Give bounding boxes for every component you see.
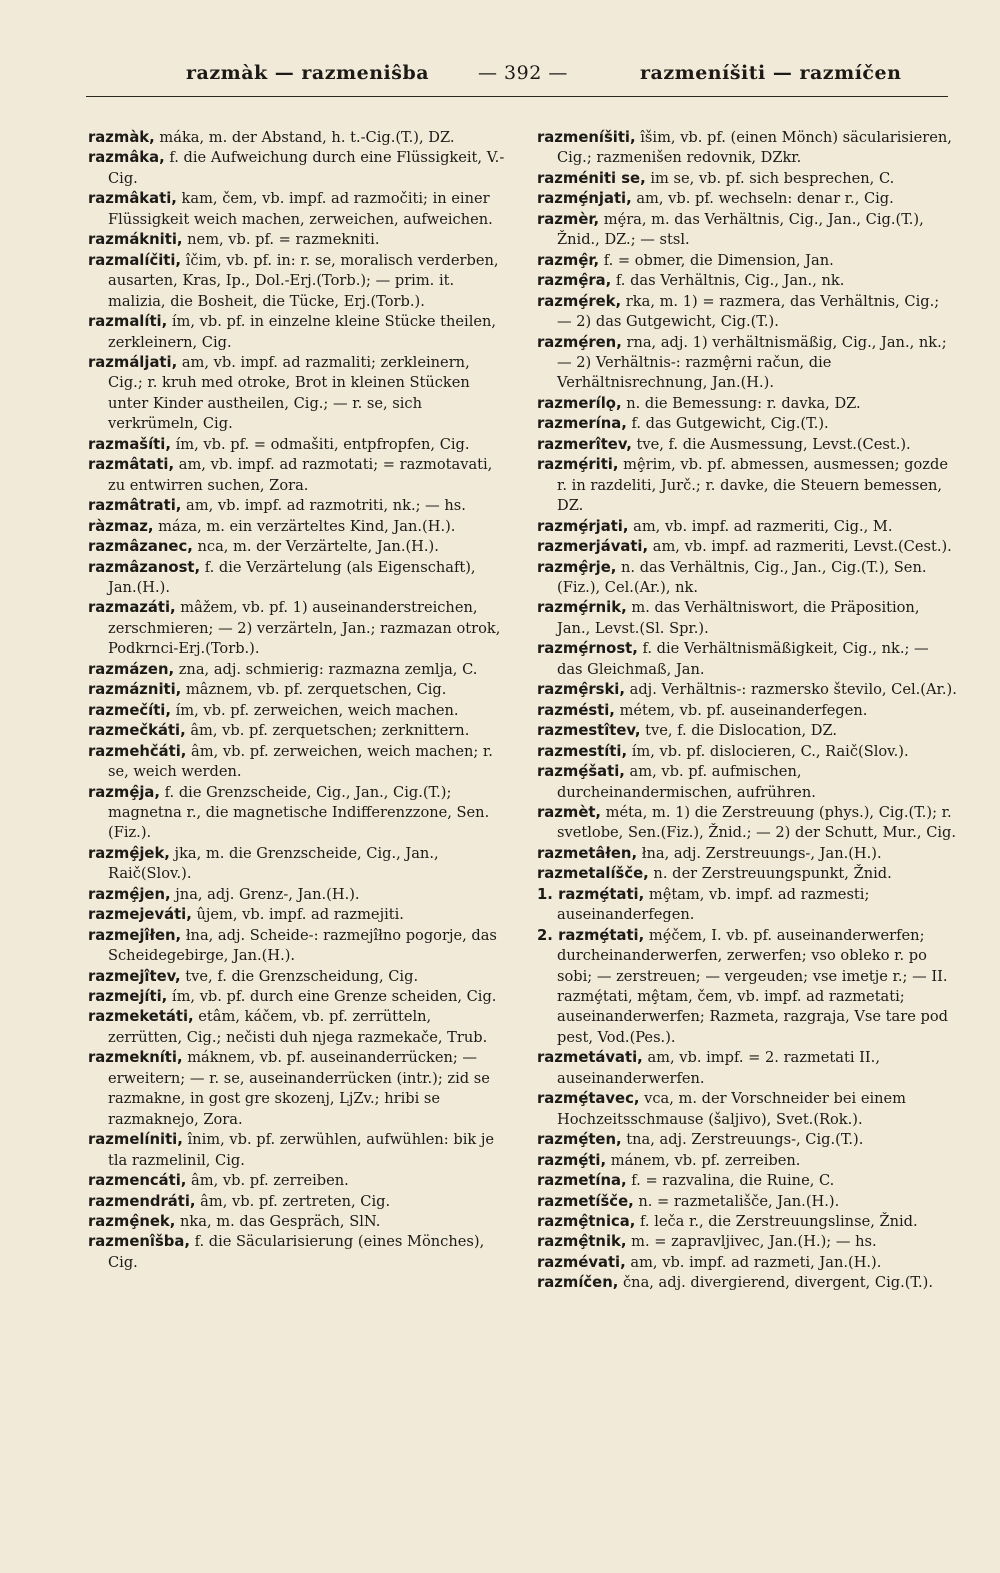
entry-headword: razmàk, xyxy=(88,129,155,146)
entry-definition: čna, adj. divergierend, divergent, Cig.(T.). xyxy=(618,1274,933,1292)
entry-definition: f. die Aufweichung durch eine Flüssigkeit, V.-Cig. xyxy=(108,149,505,187)
entry-headword: razmalíčiti, xyxy=(88,251,182,269)
dictionary-entry xyxy=(537,1048,957,1089)
entry-headword: razmetíšče, xyxy=(537,1192,634,1210)
entry-definition: f. die Verzärtelung (als Eigenschaft), Jan.(H.). xyxy=(108,558,476,596)
dictionary-entry xyxy=(537,1253,957,1273)
entry-definition: máka, m. der Abstand, h. t.-Cig.(T.), DZ. xyxy=(154,129,455,146)
entry-headword: 2. razmȩ́tati, xyxy=(537,926,645,944)
dictionary-entry xyxy=(88,1048,508,1130)
entry-headword: razmâzanost, xyxy=(88,558,201,576)
dictionary-entry xyxy=(88,701,508,721)
entry-headword: razmázen, xyxy=(88,660,175,678)
entry-definition: am, vb. impf. ad razmeriti, Cig., M. xyxy=(628,517,893,535)
entry-headword: razmȩ́njati, xyxy=(537,190,632,208)
entry-headword: razmȩ̂r, xyxy=(537,251,600,269)
dictionary-entry xyxy=(88,1007,508,1048)
page-header xyxy=(90,62,960,92)
dictionary-entry xyxy=(88,128,508,148)
dictionary-entry xyxy=(537,639,957,680)
entry-definition: m. das Verhältniswort, die Präposition, Jan., Levst.(Sl. Spr.). xyxy=(557,599,920,637)
dictionary-entry xyxy=(88,189,508,230)
entry-definition: ím, vb. pf. in einzelne kleine Stücke theilen, zerkleinern, Cig. xyxy=(108,313,497,351)
entry-headword: razmȩ̂ra, xyxy=(537,272,612,290)
dictionary-entry xyxy=(537,1171,957,1191)
entry-definition: vca, m. der Vorschneider bei einem Hochzeitsschmause (šaljivo), Svet.(Rok.). xyxy=(557,1090,907,1128)
entry-definition: máknem, vb. pf. auseinanderrücken; — erweitern; — r. se, auseinanderrücken (intr.); zid se razmakne, in gost gre skozenj, LjZv.; hribi se razmaknejo, Zora. xyxy=(108,1049,490,1128)
dictionary-entry xyxy=(537,189,957,209)
entry-definition: înim, vb. pf. zerwühlen, aufwühlen: bik je tla razmelinil, Cig. xyxy=(108,1131,495,1169)
entry-headword: razmerílǫ, xyxy=(537,394,622,412)
page-number: — 392 — xyxy=(478,62,568,84)
entry-definition: mâznem, vb. pf. zerquetschen, Cig. xyxy=(181,681,447,699)
entry-definition: mȩ́ra, m. das Verhältnis, Cig., Jan., Cig.(T.), Žnid., DZ.; — stsl. xyxy=(557,210,924,249)
entry-headword: razmelíniti, xyxy=(88,1131,183,1149)
entry-definition: f. das Verhältnis, Cig., Jan., nk. xyxy=(611,272,845,290)
entry-definition: f. die Säcularisierung (eines Mönches), Cig. xyxy=(108,1233,485,1271)
entry-definition: kam, čem, vb. impf. ad razmočiti; in einer Flüssigkeit weich machen, zerweichen, aufweichen. xyxy=(108,190,493,228)
entry-definition: am, vb. impf. ad razmotriti, nk.; — hs. xyxy=(181,497,466,515)
entry-definition: âm, vb. pf. zerweichen, weich machen; r. se, weich werden. xyxy=(108,742,493,781)
entry-definition: am, vb. pf. aufmischen, durcheinandermischen, aufrühren. xyxy=(557,763,816,801)
entry-definition: ím, vb. pf. durch eine Grenze scheiden, Cig. xyxy=(167,988,497,1006)
entry-headword: razmáljati, xyxy=(88,353,178,371)
dictionary-entry xyxy=(88,496,508,516)
entry-definition: máza, m. ein verzärteltes Kind, Jan.(H.). xyxy=(153,517,456,535)
entry-definition: am, vb. pf. wechseln: denar r., Cig. xyxy=(631,190,894,208)
entry-headword: razmȩ́rek, xyxy=(537,292,622,310)
dictionary-entry xyxy=(537,394,957,414)
entry-headword: razmetalíšče, xyxy=(537,865,649,883)
dictionary-entry xyxy=(88,926,508,967)
header-right-guideword: razmeníšiti — razmíčen xyxy=(640,62,902,84)
entry-definition: ím, vb. pf. = odmašiti, entpfropfen, Cig. xyxy=(170,435,470,453)
dictionary-entry xyxy=(537,721,957,741)
entry-definition: tve, f. die Grenzscheidung, Cig. xyxy=(180,967,419,985)
entry-definition: n. der Zerstreuungspunkt, Žnid. xyxy=(648,865,892,883)
entry-headword: razmalíti, xyxy=(88,313,168,331)
entry-definition: rna, adj. 1) verhältnismäßig, Cig., Jan., nk.; — 2) Verhältnis-: razmȩ̂rni račun, die Verhältnisrechnung, Jan.(H.). xyxy=(557,333,947,392)
dictionary-entry xyxy=(537,864,957,884)
header-left-guideword: razmàk — razmeniŝba xyxy=(186,62,430,84)
entry-definition: nca, m. der Verzärtelte, Jan.(H.). xyxy=(192,538,439,556)
entry-definition: etâm, káčem, vb. pf. zerrütteln, zerrütten, Cig.; nečisti duh njega razmekače, Trub. xyxy=(108,1008,488,1046)
entry-headword: razmenîšba, xyxy=(88,1233,190,1251)
entry-definition: jka, m. die Grenzscheide, Cig., Jan., Raič(Slov.). xyxy=(108,844,439,883)
entry-definition: ím, vb. pf. zerweichen, weich machen. xyxy=(170,701,459,719)
dictionary-entry xyxy=(88,537,508,557)
entry-headword: razmâtati, xyxy=(88,456,175,474)
entry-headword: razmetína, xyxy=(537,1172,627,1190)
entry-headword: razmeníšiti, xyxy=(537,129,636,146)
dictionary-entry xyxy=(88,844,508,885)
entry-definition: mâžem, vb. pf. 1) auseinanderstreichen, zerschmieren; — 2) verzärteln, Jan.; razmazan otrok, Podkrnci-Erj.(Torb.). xyxy=(108,599,501,658)
entry-headword: razmečkáti, xyxy=(88,722,186,740)
entry-definition: mȩ̂rim, vb. pf. abmessen, ausmessen; gozde r. in razdeliti, Jurč.; r. davke, die Steuern bemessen, DZ. xyxy=(557,456,948,515)
entry-headword: razmȩ́tavec, xyxy=(537,1090,640,1108)
dictionary-entry xyxy=(537,517,957,537)
entry-definition: îšim, vb. pf. (einen Mönch) säcularisieren, Cig.; razmenišen redovnik, DZkr. xyxy=(557,129,952,167)
entry-definition: rka, m. 1) = razmera, das Verhältnis, Cig.; — 2) das Gutgewicht, Cig.(T.). xyxy=(557,292,940,331)
entry-definition: f. = obmer, die Dimension, Jan. xyxy=(599,251,834,269)
entry-definition: ûjem, vb. impf. ad razmejiti. xyxy=(191,906,404,924)
dictionary-entry xyxy=(88,1171,508,1191)
dictionary-entry xyxy=(537,537,957,557)
entry-headword: razmerîtev, xyxy=(537,435,632,453)
dictionary-entry xyxy=(88,435,508,455)
dictionary-entry xyxy=(88,230,508,250)
entry-headword: razmendráti, xyxy=(88,1192,196,1210)
entry-definition: f. = razvalina, die Ruine, C. xyxy=(626,1172,835,1190)
left-column xyxy=(88,128,508,1548)
dictionary-entry xyxy=(537,128,957,169)
entry-headword: razmȩ́rjati, xyxy=(537,517,629,535)
dictionary-entry xyxy=(537,1273,957,1293)
entry-definition: tve, f. die Dislocation, DZ. xyxy=(640,722,837,740)
dictionary-entry xyxy=(88,455,508,496)
dictionary-entry xyxy=(88,680,508,700)
entry-headword: razmésti, xyxy=(537,701,615,719)
entry-headword: razmašíti, xyxy=(88,435,171,453)
entry-definition: nka, m. das Gespräch, SlN. xyxy=(175,1213,381,1231)
dictionary-entry xyxy=(537,292,957,333)
dictionary-entry xyxy=(537,701,957,721)
entry-headword: razmekníti, xyxy=(88,1049,183,1067)
dictionary-entry xyxy=(537,414,957,434)
entry-headword: razmȩ̂tnica, xyxy=(537,1213,636,1231)
entry-headword: razmévati, xyxy=(537,1253,626,1271)
entry-definition: m. = zapravljivec, Jan.(H.); — hs. xyxy=(626,1233,877,1251)
dictionary-entry xyxy=(537,1212,957,1232)
dictionary-entry xyxy=(537,455,957,516)
entry-definition: métem, vb. pf. auseinanderfegen. xyxy=(614,701,868,719)
dictionary-entry xyxy=(537,210,957,251)
dictionary-entry xyxy=(88,353,508,435)
entry-headword: razmazáti, xyxy=(88,599,176,617)
entry-definition: zna, adj. schmierig: razmazna zemlja, C. xyxy=(174,660,478,678)
entry-headword: razmȩ̂jen, xyxy=(88,885,171,903)
entry-definition: mánem, vb. pf. zerreiben. xyxy=(606,1151,801,1169)
entry-headword: razmȩ̂jek, xyxy=(88,844,170,862)
entry-definition: n. das Verhältnis, Cig., Jan., Cig.(T.), Sen.(Fiz.), Cel.(Ar.), nk. xyxy=(557,558,927,596)
entry-headword: razmíčen, xyxy=(537,1274,619,1292)
entry-headword: razmâzanec, xyxy=(88,538,193,556)
entry-headword: razmejîłen, xyxy=(88,926,182,944)
dictionary-entry xyxy=(537,803,957,844)
dictionary-entry xyxy=(88,148,508,189)
entry-headword: razmečíti, xyxy=(88,701,171,719)
dictionary-entry xyxy=(88,660,508,680)
dictionary-entry xyxy=(537,169,957,189)
dictionary-entry xyxy=(88,1130,508,1171)
entry-definition: âm, vb. pf. zerquetschen; zerknittern. xyxy=(185,722,470,740)
entry-headword: razmeketáti, xyxy=(88,1008,194,1026)
entry-definition: am, vb. impf. ad razmaliti; zerkleinern, Cig.; r. kruh med otroke, Brot in kleinen Stücken unter Kinder austheilen, Cig.; — r. se, sich verkrümeln, Cig. xyxy=(108,353,470,433)
dictionary-entry xyxy=(88,1212,508,1232)
entry-definition: jna, adj. Grenz-, Jan.(H.). xyxy=(170,885,360,903)
entry-headword: razmȩ̂ja, xyxy=(88,783,161,801)
entry-headword: razmâka, xyxy=(88,149,165,167)
dictionary-entry xyxy=(88,783,508,844)
dictionary-entry xyxy=(88,1232,508,1273)
dictionary-entry xyxy=(88,721,508,741)
entry-headword: razmȩ́ti, xyxy=(537,1151,607,1169)
entry-headword: razmetávati, xyxy=(537,1049,643,1067)
entry-definition: łna, adj. Zerstreuungs-, Jan.(H.). xyxy=(637,844,882,862)
dictionary-entry xyxy=(88,905,508,925)
entry-headword: razmȩ́riti, xyxy=(537,456,619,474)
entry-headword: razmázniti, xyxy=(88,681,182,699)
entry-headword: razmejîtev, xyxy=(88,967,181,985)
dictionary-entry xyxy=(88,598,508,659)
entry-definition: f. die Verhältnismäßigkeit, Cig., nk.; — das Gleichmaß, Jan. xyxy=(557,640,929,678)
dictionary-entry xyxy=(88,885,508,905)
entry-definition: tve, f. die Ausmessung, Levst.(Cest.). xyxy=(631,435,911,453)
entry-definition: âm, vb. pf. zertreten, Cig. xyxy=(195,1192,391,1210)
dictionary-entry xyxy=(537,251,957,271)
entry-headword: razmâkati, xyxy=(88,190,177,208)
dictionary-entry xyxy=(88,742,508,783)
entry-headword: razméniti se, xyxy=(537,169,646,187)
entry-definition: n. = razmetališče, Jan.(H.). xyxy=(633,1192,840,1210)
entry-headword: razmencáti, xyxy=(88,1172,187,1190)
entry-headword: razmèt, xyxy=(537,803,602,821)
dictionary-entry xyxy=(537,1232,957,1252)
dictionary-entry xyxy=(88,967,508,987)
entry-definition: mȩ̂tam, vb. impf. ad razmesti; auseinanderfegen. xyxy=(557,885,870,924)
entry-definition: im se, vb. pf. sich besprechen, C. xyxy=(645,169,895,187)
dictionary-entry xyxy=(537,271,957,291)
dictionary-entry xyxy=(88,987,508,1007)
dictionary-entry xyxy=(537,885,957,926)
entry-headword: 1. razmȩ́tati, xyxy=(537,885,645,903)
dictionary-entry xyxy=(537,598,957,639)
dictionary-entry xyxy=(88,517,508,537)
entry-definition: n. die Bemessung: r. davka, DZ. xyxy=(621,394,861,412)
entry-definition: méta, m. 1) die Zerstreuung (phys.), Cig.(T.); r. svetlobe, Sen.(Fiz.), Žnid.; — 2) der Schutt, Mur., Cig. xyxy=(557,803,957,842)
dictionary-entry xyxy=(88,1192,508,1212)
entry-definition: am, vb. impf. ad razmotati; = razmotavati, zu entwirren suchen, Zora. xyxy=(108,456,493,494)
entry-headword: razmȩ́ren, xyxy=(537,333,622,351)
entry-definition: âm, vb. pf. zerreiben. xyxy=(186,1172,349,1190)
dictionary-entry xyxy=(537,1192,957,1212)
entry-definition: am, vb. impf. ad razmeriti, Levst.(Cest.). xyxy=(648,538,952,556)
entry-headword: razmèr, xyxy=(537,210,600,228)
dictionary-entry xyxy=(537,926,957,1049)
entry-headword: razmȩ́ten, xyxy=(537,1131,622,1149)
dictionary-entry xyxy=(537,1130,957,1150)
entry-headword: ràzmaz, xyxy=(88,517,154,535)
dictionary-entry xyxy=(537,742,957,762)
entry-definition: nem, vb. pf. = razmekniti. xyxy=(182,231,380,249)
dictionary-entry xyxy=(537,680,957,700)
entry-definition: îčim, vb. pf. in: r. se, moralisch verderben, ausarten, Kras, Ip., Dol.-Erj.(Torb.); — prim. it. malizia, die Bosheit, die Tücke, Erj.(Torb.). xyxy=(108,251,499,310)
entry-definition: f. leča r., die Zerstreuungslinse, Žnid. xyxy=(635,1213,918,1231)
entry-definition: am, vb. impf. = 2. razmetati II., auseinanderwerfen. xyxy=(557,1049,880,1087)
entry-headword: razmerjávati, xyxy=(537,538,649,556)
entry-headword: razmȩ́šati, xyxy=(537,763,625,781)
dictionary-entry xyxy=(537,1089,957,1130)
dictionary-entry xyxy=(537,762,957,803)
entry-headword: razmetâłen, xyxy=(537,844,638,862)
header-rule xyxy=(86,96,948,97)
dictionary-entry xyxy=(537,558,957,599)
entry-headword: razmestíti, xyxy=(537,742,628,760)
entry-headword: razmȩ̂rski, xyxy=(537,681,625,699)
entry-definition: tna, adj. Zerstreuungs-, Cig.(T.). xyxy=(621,1131,864,1149)
entry-headword: razmȩ̂tnik, xyxy=(537,1233,627,1251)
entry-definition: łna, adj. Scheide-: razmejîłno pogorje, das Scheidegebirge, Jan.(H.). xyxy=(108,926,497,965)
entry-headword: razmȩ́rnik, xyxy=(537,599,627,617)
entry-headword: razmehčáti, xyxy=(88,742,187,760)
entry-headword: razmejíti, xyxy=(88,988,168,1006)
dictionary-entry xyxy=(537,333,957,394)
entry-headword: razmȩ̂rje, xyxy=(537,558,617,576)
entry-headword: razmȩ́rnost, xyxy=(537,640,638,658)
entry-definition: adj. Verhältnis-: razmersko število, Cel.(Ar.). xyxy=(625,681,957,699)
entry-headword: razmerína, xyxy=(537,415,627,433)
entry-definition: mȩ́čem, I. vb. pf. auseinanderwerfen; durcheinanderwerfen, zerwerfen; vso obleko r. po sobi; — zerstreuen; — vergeuden; vse imetje r.; — II. razmȩ́tati, mȩ̂tam, čem, vb. impf. ad razmetati; auseinanderwerfen; Razmeta, razgraja, Vse tare pod pest, Vod.(Pes.). xyxy=(557,926,948,1046)
entry-headword: razmâtrati, xyxy=(88,497,182,515)
entry-headword: razmestîtev, xyxy=(537,722,641,740)
dictionary-entry xyxy=(537,844,957,864)
entry-definition: ím, vb. pf. dislocieren, C., Raič(Slov.). xyxy=(627,742,909,760)
entry-headword: razmȩ̂nek, xyxy=(88,1213,176,1231)
entry-headword: razmejeváti, xyxy=(88,906,192,924)
dictionary-entry xyxy=(88,558,508,599)
dictionary-entry xyxy=(88,312,508,353)
entry-definition: am, vb. impf. ad razmeti, Jan.(H.). xyxy=(625,1253,882,1271)
entry-definition: f. das Gutgewicht, Cig.(T.). xyxy=(626,415,829,433)
dictionary-entry xyxy=(537,1151,957,1171)
entry-headword: razmákniti, xyxy=(88,231,183,249)
right-column xyxy=(537,128,957,1548)
entry-definition: f. die Grenzscheide, Cig., Jan., Cig.(T.); magnetna r., die magnetische Indifferenzzone, Sen.(Fiz.). xyxy=(108,783,490,842)
dictionary-entry xyxy=(88,251,508,312)
dictionary-entry xyxy=(537,435,957,455)
